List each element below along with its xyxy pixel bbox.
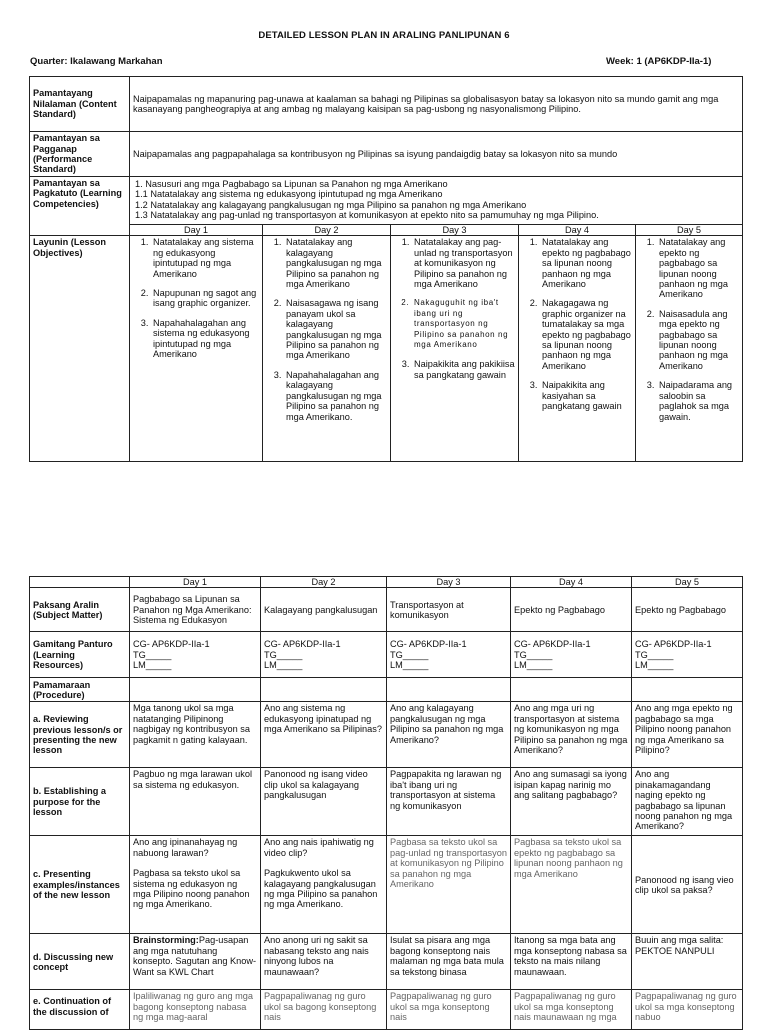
day-header: Day 5	[632, 577, 743, 588]
subject-day-1: Pagbabago sa Lipunan sa Panahon ng Mga Amerikano: Sistema ng Edukasyon	[130, 588, 261, 632]
continuation-day-5: Pagpapaliwanag ng guro ukol sa mga konseptong nabuo	[632, 990, 743, 1030]
performance-standard-text: Naipapamalas ang pagpapahalaga sa kontribusyon ng Pilipinas sa isyung pandaigdig batay sa lokasyon nito sa mundo	[130, 132, 743, 177]
objectives-day-5	[639, 237, 739, 422]
objective-item: 2. Napupunan ng sagot ang isang graphic organizer.	[151, 288, 259, 309]
standards-table	[29, 76, 743, 462]
page-title: DETAILED LESSON PLAN IN ARALING PANLIPUNAN 6	[258, 30, 510, 41]
objective-item: 1. Natatalakay ang kalagayang pangkalusugan ng mga Pilipino sa panahon ng mga Amerikano	[284, 237, 387, 289]
day-header: Day 3	[391, 225, 519, 236]
presenting-day-3: Pagbasa sa teksto ukol sa pag-unlad ng transportasyon at komunikasyon ng Pilipino sa panahon ng mga Amerikano	[387, 836, 511, 934]
presenting-label: c. Presenting examples/instances of the new lesson	[30, 836, 130, 934]
discussing-label: d. Discussing new concept	[30, 934, 130, 990]
day-header: Day 4	[519, 225, 636, 236]
objective-item: 3. Napahahalagahan ang kalagayang pangkalusugan ng mga Pilipino sa panahon ng mga Amerikano.	[284, 370, 387, 422]
procedure-table	[29, 576, 743, 1030]
competency-item: 1.1 Natatalakay ang sistema ng edukasyong ipintutupad ng mga Amerikano	[135, 189, 443, 200]
competency-item: 1.3 Natatalakay ang pag-unlad ng transportasyon at komunikasyon at epekto nito sa pamumuhay ng mga Pilipino.	[135, 210, 599, 221]
discussing-day-5: Buuin ang mga salita: PEKTOE NANPULI	[632, 934, 743, 990]
resources-day-5: CG- AP6KDP-IIa-1 TG_____ LM_____	[632, 632, 743, 678]
continuation-label: e. Continuation of the discussion of	[30, 990, 130, 1030]
purpose-day-2: Panonood ng isang video clip ukol sa kalagayang pangkalusugan	[261, 768, 387, 836]
presenting-day-1: Ano ang ipinanahayag ng nabuong larawan? Pagbasa sa teksto ukol sa sistema ng edukasyon ng mga Pilipino noong panahon ng mga Amerikano.	[130, 836, 261, 934]
presenting-day-5: Panonood ng isang vieo clip ukol sa paksa?	[632, 836, 743, 934]
objectives-day-1	[133, 237, 259, 359]
objective-item: 3. Naipakikita ang kasiyahan sa pangkatang gawain	[540, 380, 632, 411]
day-header: Day 3	[387, 577, 511, 588]
day-header: Day 1	[130, 225, 263, 236]
objective-item: 3. Naipakikita ang pakikiisa sa pangkatang gawain	[412, 359, 515, 380]
quarter-label: Quarter: Ikalawang Markahan	[30, 56, 163, 67]
objectives-day-2	[266, 237, 387, 422]
subject-day-4: Epekto ng Pagbabago	[511, 588, 632, 632]
objective-item: 2. Naisasadula ang mga epekto ng pagbabago sa lipunan noong panhaon ng mga Amerikano	[657, 309, 739, 371]
resources-day-3: CG- AP6KDP-IIa-1 TG_____ LM_____	[387, 632, 511, 678]
purpose-day-4: Ano ang sumasagi sa iyong isipan kapag narinig mo ang salitang pagbabago?	[511, 768, 632, 836]
resources-day-2: CG- AP6KDP-IIa-1 TG_____ LM_____	[261, 632, 387, 678]
objectives-day-3	[394, 237, 515, 380]
competency-label: Pamantayan sa Pagkatuto (Learning Competencies)	[30, 177, 130, 236]
week-label: Week: 1 (AP6KDP-IIa-1)	[606, 56, 712, 67]
presenting-day-4: Pagbasa sa teksto ukol sa epekto ng pagbabago sa lipunan noong panhaon ng mga Amerikano	[511, 836, 632, 934]
resources-day-4: CG- AP6KDP-IIa-1 TG_____ LM_____	[511, 632, 632, 678]
competency-list	[133, 179, 739, 221]
continuation-day-1: Ipaliliwanag ng guro ang mga bagong konseptong nabasa ng mga mag-aaral	[130, 990, 261, 1030]
objective-item: 3. Napahahalagahan ang sistema ng edukasyong ipintutupad ng mga Amerikano	[151, 318, 259, 360]
continuation-day-4: Pagpapaliwanag ng guro ukol sa mga konseptong nais maunawaan ng mga	[511, 990, 632, 1030]
day-header: Day 2	[261, 577, 387, 588]
review-day-2: Ano ang sistema ng edukasyong ipinatupad ng mga Amerikano sa Pilipinas?	[261, 702, 387, 768]
review-day-3: Ano ang kalagayang pangkalusugan ng mga Pilipino sa panahon ng mga Amerikano?	[387, 702, 511, 768]
performance-standard-label: Pamantayan sa Pagganap (Performance Standard)	[30, 132, 130, 177]
objective-item: 1. Natatalakay ang pag-unlad ng transportasyon at komunikasyon ng Pilipino sa panahon ng mga Amerikano	[412, 237, 515, 289]
competency-item: 1.2 Natatalakay ang kalagayang pangkalusugan ng mga Pilipino sa panahon ng mga Amerikano	[135, 199, 527, 210]
presenting-day-2: Ano ang nais ipahiwatig ng video clip? Pagkukwento ukol sa kalagayang pangkalusugan ng mga Pilipino sa panahon ng mga Amerikano.	[261, 836, 387, 934]
continuation-day-2: Pagpapaliwanag ng guro ukol sa bagong konseptong nais	[261, 990, 387, 1030]
objectives-label: Layunin (Lesson Objectives)	[30, 236, 130, 462]
subject-day-5: Epekto ng Pagbabago	[632, 588, 743, 632]
discussing-day-4: Itanong sa mga bata ang mga konseptong nabasa sa teksto na mais nilang maunawaan.	[511, 934, 632, 990]
content-standard-text: Naipapamalas ng mapanuring pag-unawa at kaalaman sa bahagi ng Pilipinas sa globalisasyon batay sa lokasyon nito sa mundo gamit ang mga kasanayang pangheograpiya at ang ambag ng malayang kaisipan sa pag-usbong ng nasyonalismong Pilipino.	[130, 77, 743, 132]
resources-label: Gamitang Panturo (Learning Resources)	[30, 632, 130, 678]
day-header: Day 4	[511, 577, 632, 588]
objective-item: 3. Naipadarama ang saloobin sa paglahok sa mga gawain.	[657, 380, 739, 422]
purpose-day-5: Ano ang pinakamagandang naging epekto ng pagbabago sa lipunan noong panahon ng mga Amerikano?	[632, 768, 743, 836]
objective-item: 1. Natatalakay ang epekto ng pagbabago sa lipunan noong panhaon ng mga Amerikano	[540, 237, 632, 289]
purpose-day-1: Pagbuo ng mga larawan ukol sa sistema ng edukasyon.	[130, 768, 261, 836]
subject-matter-label: Paksang Aralin (Subject Matter)	[30, 588, 130, 632]
procedure-label: Pamamaraan (Procedure)	[30, 678, 130, 702]
content-standard-label: Pamantayang Nilalaman (Content Standard)	[30, 77, 130, 132]
review-day-5: Ano ang mga epekto ng pagbabago sa mga Pilipino noong panahon ng mga Amerikano sa Pilipino?	[632, 702, 743, 768]
purpose-day-3: Pagpapakita ng larawan ng iba't ibang uri ng transportasyon at sistema ng komunikasyon	[387, 768, 511, 836]
subject-day-3: Transportasyon at komunikasyon	[387, 588, 511, 632]
objective-item: 1. Natatalakay ang epekto ng pagbabago sa lipunan noong panhaon ng mga Amerikano	[657, 237, 739, 299]
review-day-4: Ano ang mga uri ng transportasyon at sistema ng komunikasyon ng mga Pilipino sa panahon ng mga Amerikano?	[511, 702, 632, 768]
objective-item: 1. Natatalakay ang sistema ng edukasyong ipintutupad ng mga Amerikano	[151, 237, 259, 279]
objectives-day-4	[522, 237, 632, 411]
day-header: Day 5	[636, 225, 743, 236]
objective-item: 2. Naisasagawa ng isang panayam ukol sa kalagayang pangkalusugan ng mga Pilipino sa panahon ng mga Amerikano	[284, 298, 387, 360]
competency-item: 1. Nasusuri ang mga Pagbabago sa Lipunan sa Panahon ng mga Amerikano	[135, 179, 448, 189]
subject-day-2: Kalagayang pangkalusugan	[261, 588, 387, 632]
discussing-day-1: Brainstorming:Pag-usapan ang mga natutuhang konsepto. Sagutan ang Know-Want sa KWL Chart	[130, 934, 261, 990]
discussing-day-3: Isulat sa pisara ang mga bagong konseptong nais malaman ng mga bata mula sa tekstong binasa	[387, 934, 511, 990]
day-header: Day 2	[263, 225, 391, 236]
discussing-day-2: Ano anong uri ng sakit sa nabasang teksto ang nais ninyong lubos na maunawaan?	[261, 934, 387, 990]
purpose-label: b. Establishing a purpose for the lesson	[30, 768, 130, 836]
day-header: Day 1	[130, 577, 261, 588]
review-day-1: Mga tanong ukol sa mga natatanging Pilipinong nagbigay ng kontribusyon sa pagkamit n gating kalayaan.	[130, 702, 261, 768]
resources-day-1: CG- AP6KDP-IIa-1 TG_____ LM_____	[130, 632, 261, 678]
review-label: a. Reviewing previous lesson/s or presenting the new lesson	[30, 702, 130, 768]
objective-item: 2. Nakaguguhit ng iba't ibang uri ng transportasyon ng Pilipino sa panahon ng mga Amerikano	[412, 298, 515, 350]
objective-item: 2. Nakagagawa ng graphic organizer na tumatalakay sa mga epekto ng pagbabago sa lipunan noong panhaon ng mga Amerikano	[540, 298, 632, 371]
continuation-day-3: Pagpapaliwanag ng guro ukol sa mga konseptong nais	[387, 990, 511, 1030]
